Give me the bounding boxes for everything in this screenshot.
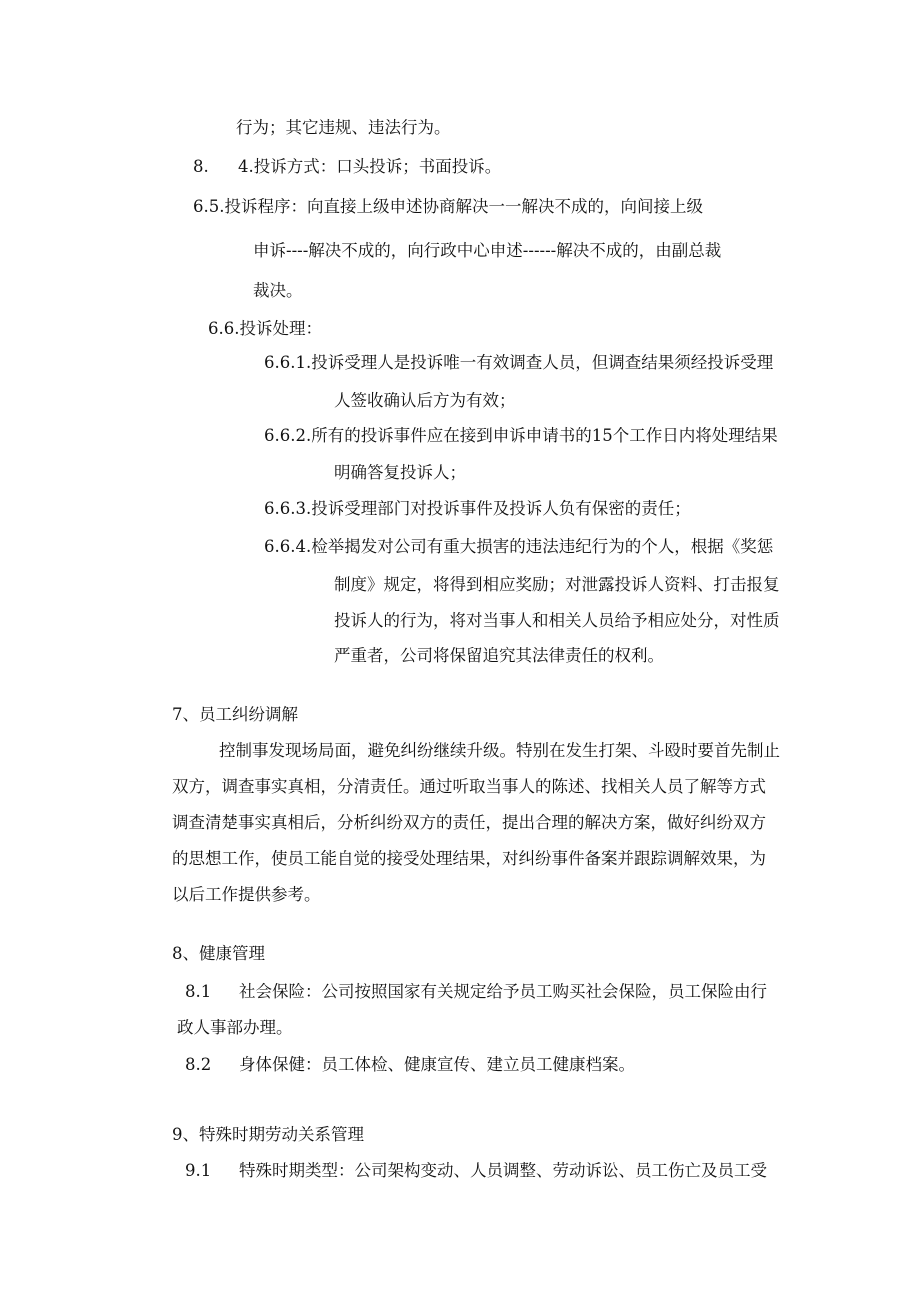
list-number: 8. xyxy=(193,157,209,176)
subsection-8-2 xyxy=(185,1054,635,1076)
text-line: 制度》规定，将得到相应奖励；对泄露投诉人资料、打击报复 xyxy=(334,575,780,594)
paragraph-line: 调查清楚事实真相后，分析纠纷双方的责任，提出合理的解决方案，做好纠纷双方 xyxy=(172,813,766,832)
text-line: 人签收确认后方为有效； xyxy=(334,391,516,410)
text-line: 申诉----解决不成的，向行政中心申述------解决不成的，由副总裁 xyxy=(253,241,722,260)
section-complaint-procedure: 6.5.投诉程序：向直接上级申述协商解决一一解决不成的，向间接上级 xyxy=(193,197,703,216)
subsection-6-6-3: 6.6.3.投诉受理部门对投诉事件及投诉人负有保密的责任； xyxy=(264,499,691,518)
paragraph-line: 的思想工作，使员工能自觉的接受处理结果，对纠纷事件备案并跟踪调解效果，为 xyxy=(172,849,766,868)
list-text: 特殊时期类型：公司架构变动、人员调整、劳动诉讼、员工伤亡及员工受 xyxy=(239,1161,767,1180)
subsection-6-6-1: 6.6.1.投诉受理人是投诉唯一有效调查人员，但调查结果须经投诉受理 xyxy=(264,353,774,372)
heading-section-9: 9、特殊时期劳动关系管理 xyxy=(172,1125,364,1144)
text-line: 投诉人的行为，将对当事人和相关人员给予相应处分，对性质 xyxy=(334,611,780,630)
subsection-9-1 xyxy=(185,1160,767,1182)
heading-section-8: 8、健康管理 xyxy=(172,944,265,963)
paragraph-line: 以后工作提供参考。 xyxy=(172,885,321,904)
subsection-6-6-4: 6.6.4.检举揭发对公司有重大损害的违法违纪行为的个人，根据《奖惩 xyxy=(264,537,774,556)
text-line: 行为；其它违规、违法行为。 xyxy=(236,118,451,137)
text-line: 裁决。 xyxy=(253,281,303,300)
section-complaint-handling: 6.6.投诉处理： xyxy=(208,319,322,338)
list-text: 身体保健：员工体检、健康宣传、建立员工健康档案。 xyxy=(239,1055,635,1074)
subsection-6-6-2: 6.6.2.所有的投诉事件应在接到申诉申请书的15个工作日内将处理结果 xyxy=(264,426,778,445)
list-item-complaint-method xyxy=(193,156,501,178)
subsection-8-1 xyxy=(185,981,767,1003)
heading-section-7: 7、员工纠纷调解 xyxy=(172,705,298,724)
list-number: 9.1 xyxy=(185,1161,212,1180)
list-number: 8.1 xyxy=(185,982,212,1001)
text-line: 明确答复投诉人； xyxy=(334,463,466,482)
text-line: 政人事部办理。 xyxy=(177,1018,293,1037)
list-text: 4.投诉方式：口头投诉；书面投诉。 xyxy=(238,157,502,176)
paragraph-line: 双方，调查事实真相，分清责任。通过听取当事人的陈述、找相关人员了解等方式 xyxy=(172,777,766,796)
paragraph-line: 控制事发现场局面，避免纠纷继续升级。特别在发生打架、斗殴时要首先制止 xyxy=(219,741,780,760)
text-line: 严重者，公司将保留追究其法律责任的权利。 xyxy=(334,646,664,665)
list-number: 8.2 xyxy=(185,1055,212,1074)
list-text: 社会保险：公司按照国家有关规定给予员工购买社会保险，员工保险由行 xyxy=(239,982,767,1001)
